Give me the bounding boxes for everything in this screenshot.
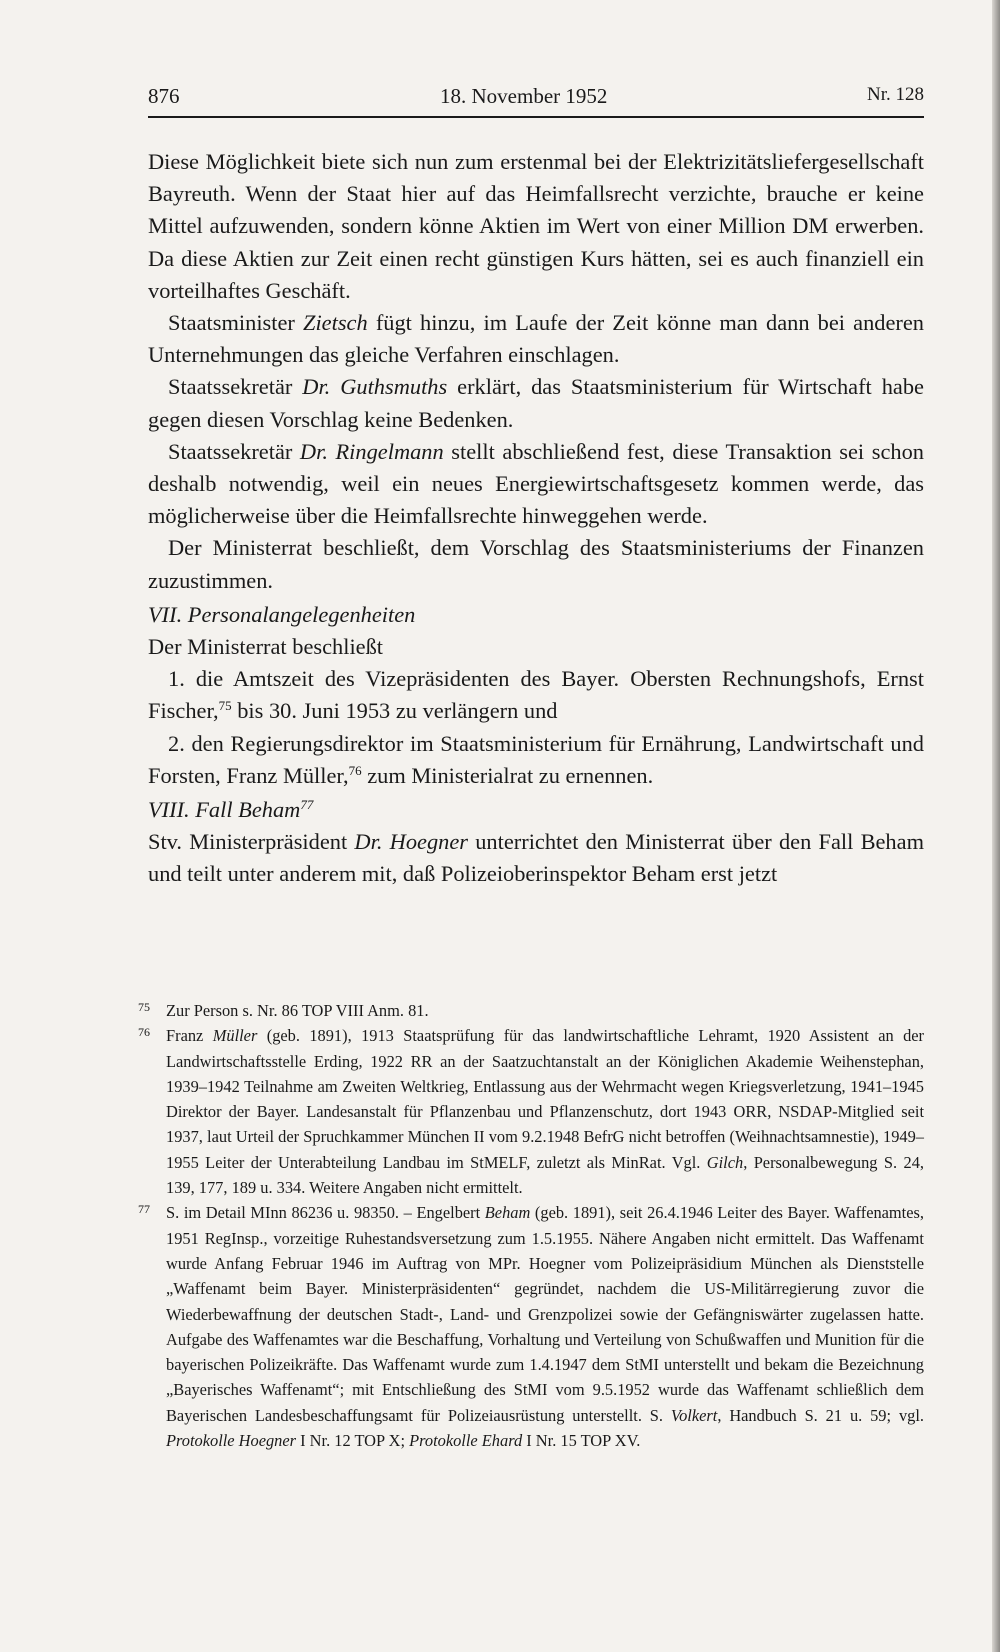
footnote-number: 75	[138, 1000, 150, 1014]
paragraph-4	[148, 436, 924, 533]
page-header	[148, 76, 924, 118]
citation-title: Protokolle Ehard	[409, 1431, 523, 1451]
page-number: 876	[148, 84, 180, 108]
footnote-text: I Nr. 12 TOP X;	[296, 1431, 410, 1451]
main-text	[148, 146, 924, 891]
header-date: 18. November 1952	[440, 84, 608, 108]
footnote-text: S. im Detail MInn 86236 u. 98350. – Engelbert	[166, 1203, 485, 1223]
citation-title: Protokolle Hoegner	[166, 1431, 297, 1451]
text-run: Staatsminister	[168, 310, 303, 336]
person-name: Dr. Ringelmann	[299, 438, 444, 464]
footnote-text: Franz	[166, 1026, 213, 1046]
text-run: 1. die Amtszeit des Vizepräsidenten des Bayer. Obersten Rechnungshofs, Ernst Fischer,	[148, 666, 924, 724]
paragraph-6: Der Ministerrat beschließt	[148, 634, 384, 660]
footnote-number: 76	[138, 1025, 150, 1040]
protocol-number: Nr. 128	[867, 84, 924, 105]
footnote-text: , Personalbewegung S. 24, 139, 177, 189 u. 334. Weitere Angaben nicht ermittelt.	[166, 1152, 924, 1198]
resolution-item-2	[148, 728, 924, 792]
footnote-number: 77	[138, 1202, 150, 1217]
footnote-text: I Nr. 15 TOP XV.	[522, 1431, 641, 1451]
person-name: Müller	[212, 1026, 258, 1046]
person-name: Dr. Hoegner	[354, 829, 468, 855]
footnote-text: (geb. 1891), 1913 Staatsprüfung für das landwirtschaftliche Lehramt, 1920 Assistent an der Landwirtschaftsstelle Erding, 1922 RR an der Saatzuchtanstalt an der Königlichen Akademie Weihenstephan, 1939–1942 Teilnahme am Zweiten Weltkrieg, Entlassung aus der Wehrmacht wegen Kriegsverletzung, 1941–1945 Direktor der Bayer. Landesanstalt für Pflanzenbau und Pflanzenschutz, dort 1943 ORR, NSDAP-Mitglied seit 1937, laut Urteil der Spruchkammer München II vom 9.2.1948 BefrG nicht betroffen (Weihnachtsamnestie), 1949–1955 Leiter der Unterabteilung Landbau im StMELF, zuletzt als MinRat. Vgl.	[166, 1026, 925, 1172]
text-run: Staatssekretär	[168, 374, 303, 400]
paragraph-5: Der Ministerrat beschließt, dem Vorschlag des Staatsministeriums der Finanzen zuzustimmen.	[148, 535, 924, 593]
text-run: erklärt, das Staatsministerium für Wirtschaft habe gegen diesen Vorschlag keine Bedenken.	[148, 374, 924, 432]
paragraph-2	[148, 307, 924, 371]
section-heading-viii	[148, 794, 924, 826]
citation-author: Volkert	[670, 1405, 718, 1425]
footnote-77	[138, 1200, 924, 1453]
citation-author: Gilch	[706, 1152, 744, 1172]
footnotes	[138, 998, 924, 1453]
section-heading-vii: VII. Personalangelegenheiten	[148, 601, 416, 627]
footnote-76	[138, 1023, 924, 1200]
footnote-ref-76[interactable]: 76	[348, 762, 362, 778]
text-run: Stv. Ministerpräsident	[148, 829, 355, 855]
footnote-text: (geb. 1891), seit 26.4.1946 Leiter des Bayer. Waffenamtes, 1951 RegInsp., vorzeitige Ruhestandsversetzung zum 1.5.1955. Nähere Angaben nicht ermittelt. Das Waffenamt wurde Anfang Februar 1946 im Auftrag von MPr. Hoegner vom Polizeipräsidium München als Dienststelle „Waffenamt beim Bayer. Ministerpräsidenten“ gegründet, nachdem die US-Militärregierung zuvor die Wiederbewaffnung der deutschen Stadt-, Land- und Grenzpolizei sowie der Gefängniswärter zugelassen hatte. Aufgabe des Waffenamtes war die Beschaffung, Vorhaltung und Verteilung von Schußwaffen und Munition für die bayerischen Polizeikräfte. Das Waffenamt wurde zum 1.4.1947 dem StMI unterstellt und bekam die Bezeichnung „Bayerisches Waffenamt“; mit Entschließung des StMI vom 9.5.1952 wurde das Waffenamt schließlich dem Bayerischen Landesbeschaffungsamt für Polizeiausrüstung unterstellt. S.	[166, 1203, 924, 1425]
person-name: Beham	[484, 1203, 531, 1223]
text-run: stellt abschließend fest, diese Transaktion sei schon deshalb notwendig, weil ein neues Energiewirtschaftsgesetz kommen werde, das möglicherweise über die Heimfallsrechte hinweggehen werde.	[148, 438, 924, 529]
paragraph-7	[148, 826, 924, 890]
footnote-ref-77[interactable]: 77	[300, 797, 314, 813]
text-run: 2. den Regierungsdirektor im Staatsministerium für Ernährung, Landwirtschaft und Forsten, Franz Müller,	[148, 730, 924, 788]
text-run: fügt hinzu, im Laufe der Zeit könne man dann bei anderen Unternehmungen das gleiche Verfahren einschlagen.	[148, 310, 924, 368]
text-run: zum Ministerialrat zu ernennen.	[361, 762, 654, 788]
footnote-ref-75[interactable]: 75	[218, 698, 232, 714]
footnote-75	[138, 998, 924, 1023]
text-run: unterrichtet den Ministerrat über den Fall Beham und teilt unter anderem mit, daß Polizeioberinspektor Beham erst jetzt	[148, 829, 924, 887]
footnote-text: , Handbuch S. 21 u. 59; vgl.	[717, 1405, 924, 1425]
paragraph-3	[148, 371, 924, 435]
person-name: Zietsch	[303, 310, 368, 336]
footnote-text: Zur Person s. Nr. 86 TOP VIII Anm. 81.	[166, 1001, 429, 1020]
paragraph-1: Diese Möglichkeit biete sich nun zum erstenmal bei der Elektrizitätsliefergesellschaft Bayreuth. Wenn der Staat hier auf das Heimfallsrecht verzichte, brauche er keine Mittel aufzuwenden, sondern könne Aktien im Wert von einer Million DM erwerben. Da diese Aktien zur Zeit einen recht günstigen Kurs hätten, sei es auch finanziell ein vorteilhaftes Geschäft.	[148, 149, 924, 303]
person-name: Dr. Guthsmuths	[302, 374, 448, 400]
heading-text: VIII. Fall Beham	[148, 797, 301, 823]
resolution-item-1	[148, 663, 924, 727]
text-run: Staatssekretär	[168, 438, 300, 464]
text-run: bis 30. Juni 1953 zu verlängern und	[231, 698, 558, 724]
